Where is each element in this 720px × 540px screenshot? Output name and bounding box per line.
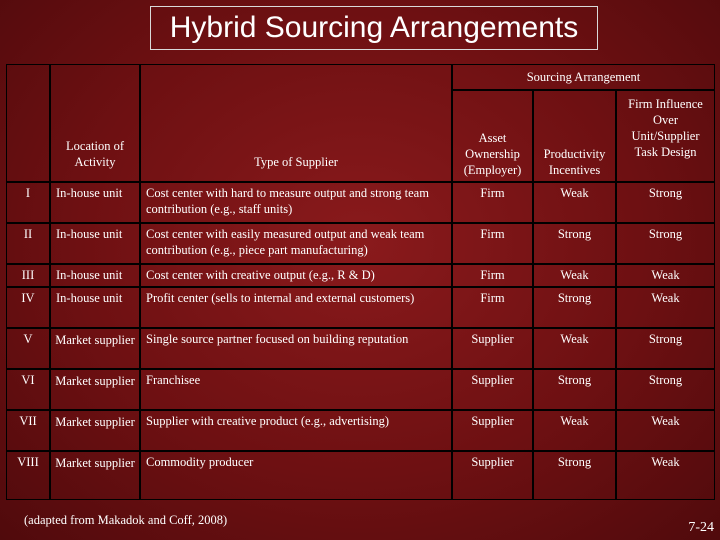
row-location: Market supplier — [55, 374, 135, 388]
row-supplier-type: Franchisee — [146, 373, 201, 387]
row-influence: Strong — [648, 373, 683, 387]
row-location: Market supplier — [55, 415, 135, 429]
row-influence: Weak — [651, 455, 680, 469]
row-supplier-type: Single source partner focused on building reputation — [146, 332, 409, 346]
row-productivity: Strong — [557, 227, 592, 241]
slide-number: 7-24 — [688, 520, 714, 535]
row-asset-ownership: Supplier — [471, 414, 514, 428]
row-influence: Weak — [651, 268, 680, 282]
row-supplier-type: Profit center (sells to internal and external customers) — [146, 291, 415, 305]
row-location: In-house unit — [56, 291, 123, 305]
row-productivity: Weak — [560, 332, 589, 346]
header-supplier-type: Type of Supplier — [254, 155, 338, 169]
row-asset-ownership: Supplier — [471, 373, 514, 387]
row-productivity: Weak — [560, 186, 589, 200]
header-asset-ownership: Asset Ownership (Employer) — [463, 131, 522, 177]
row-asset-ownership: Supplier — [471, 455, 514, 469]
row-supplier-type: Supplier with creative product (e.g., advertising) — [146, 414, 389, 428]
row-location: Market supplier — [55, 333, 135, 347]
row-supplier-type: Commodity producer — [146, 455, 254, 469]
row-number: III — [21, 268, 35, 282]
row-location: Market supplier — [55, 456, 135, 470]
row-productivity: Strong — [557, 373, 592, 387]
row-productivity: Strong — [557, 455, 592, 469]
row-number: VII — [19, 414, 37, 428]
row-number: VIII — [17, 455, 39, 469]
row-location: In-house unit — [56, 268, 123, 282]
header-sourcing-arrangement: Sourcing Arrangement — [526, 70, 641, 84]
row-number: V — [23, 332, 33, 346]
row-influence: Strong — [648, 332, 683, 346]
row-supplier-type: Cost center with easily measured output and weak team contribution (e.g., piece part manufacturing) — [146, 227, 425, 257]
row-number: I — [25, 186, 31, 200]
row-influence: Weak — [651, 414, 680, 428]
row-asset-ownership: Supplier — [471, 332, 514, 346]
row-supplier-type: Cost center with creative output (e.g., R & D) — [146, 268, 375, 282]
slide-title: Hybrid Sourcing Arrangements — [150, 6, 598, 50]
header-firm-influence: Firm Influence Over Unit/Supplier Task Design — [628, 97, 703, 159]
row-productivity: Strong — [557, 291, 592, 305]
source-note: (adapted from Makadok and Coff, 2008) — [24, 513, 228, 527]
row-productivity: Weak — [560, 268, 589, 282]
row-asset-ownership: Firm — [480, 186, 505, 200]
row-number: II — [23, 227, 33, 241]
row-number: IV — [21, 291, 35, 305]
row-supplier-type: Cost center with hard to measure output and strong team contribution (e.g., staff units) — [146, 186, 429, 216]
table-cell — [6, 64, 50, 182]
row-asset-ownership: Firm — [480, 291, 505, 305]
header-productivity: Productivity Incentives — [543, 147, 606, 177]
row-asset-ownership: Firm — [480, 268, 505, 282]
row-number: VI — [21, 373, 35, 387]
row-location: In-house unit — [56, 227, 123, 241]
row-influence: Weak — [651, 291, 680, 305]
row-influence: Strong — [648, 227, 683, 241]
row-asset-ownership: Firm — [480, 227, 505, 241]
row-influence: Strong — [648, 186, 683, 200]
header-location: Location of Activity — [66, 139, 124, 169]
row-location: In-house unit — [56, 186, 123, 200]
row-productivity: Weak — [560, 414, 589, 428]
